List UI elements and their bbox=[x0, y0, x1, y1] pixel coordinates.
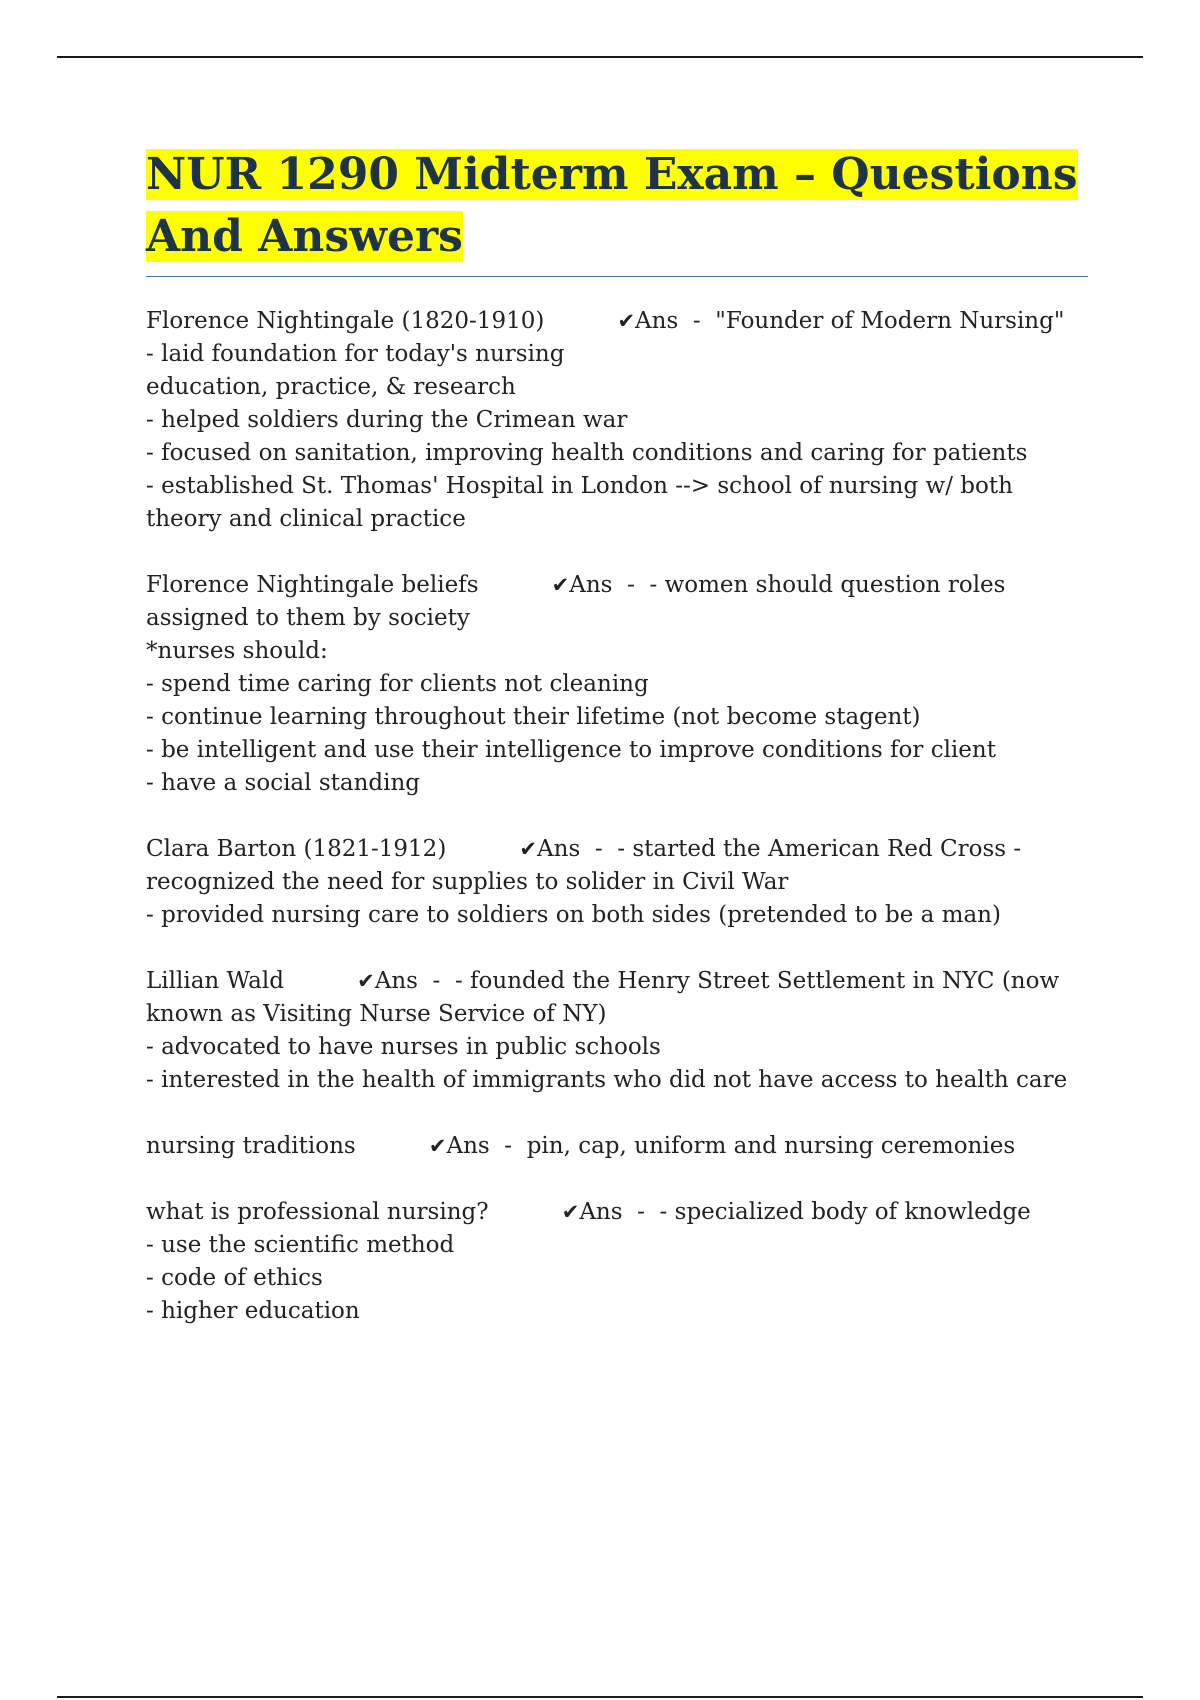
page-top-rule bbox=[57, 56, 1143, 58]
question-text: Lillian Wald bbox=[146, 968, 284, 994]
answer-text: - women should question roles assigned to them by society *nurses should: - spend time caring for clients not cleaning - continue learning throughout their lifetime (not become stagent) - be intelligent and use their intelligence to improve conditions for client - have a social standing bbox=[146, 572, 1006, 796]
answer-text: "Founder of Modern Nursing" - laid foundation for today's nursing education, practice, & research - helped soldiers during the Crimean war - focused on sanitation, improving health conditions and caring for patients - established St. Thomas' Hospital in London --> school of nursing w/ both theory and clinical practice bbox=[146, 308, 1065, 532]
checkmark-icon: ✔ bbox=[428, 1134, 447, 1158]
qa-item bbox=[146, 1196, 1090, 1328]
qa-item bbox=[146, 965, 1090, 1097]
checkmark-icon: ✔ bbox=[519, 837, 538, 861]
qa-item bbox=[146, 833, 1090, 932]
qa-item bbox=[146, 1130, 1090, 1163]
answer-tag: Ans - bbox=[579, 1199, 645, 1225]
document-title bbox=[146, 144, 1090, 268]
document-body bbox=[146, 144, 1090, 1361]
answer-tag: Ans - bbox=[635, 308, 701, 334]
answer-text: - founded the Henry Street Settlement in NYC (now known as Visiting Nurse Service of NY) - advocated to have nurses in public schools - interested in the health of immigrants who did not have access to health care bbox=[146, 968, 1068, 1093]
checkmark-icon: ✔ bbox=[617, 309, 636, 333]
qa-list bbox=[146, 305, 1090, 1328]
answer-tag: Ans - bbox=[537, 836, 603, 862]
answer-tag: Ans - bbox=[569, 572, 635, 598]
question-text: Florence Nightingale beliefs bbox=[146, 572, 479, 598]
title-line-2: And Answers bbox=[146, 211, 463, 262]
answer-tag: Ans - bbox=[374, 968, 441, 994]
qa-item bbox=[146, 305, 1090, 536]
answer-tag: Ans - bbox=[446, 1133, 513, 1159]
checkmark-icon: ✔ bbox=[551, 573, 570, 597]
title-line-1: NUR 1290 Midterm Exam – Questions bbox=[146, 149, 1078, 200]
answer-text: - started the American Red Cross - recognized the need for supplies to solider in Civil War - provided nursing care to soldiers on both sides (pretended to be a man) bbox=[146, 836, 1022, 928]
title-underline bbox=[146, 276, 1088, 277]
question-text: Clara Barton (1821-1912) bbox=[146, 836, 447, 862]
checkmark-icon: ✔ bbox=[357, 969, 375, 993]
qa-item bbox=[146, 569, 1090, 800]
question-text: what is professional nursing? bbox=[146, 1199, 489, 1225]
question-text: nursing traditions bbox=[146, 1133, 356, 1159]
checkmark-icon: ✔ bbox=[561, 1200, 580, 1224]
question-text: Florence Nightingale (1820-1910) bbox=[146, 308, 545, 334]
answer-text: - specialized body of knowledge - use the scientific method - code of ethics - higher education bbox=[146, 1199, 1031, 1324]
page-bottom-rule bbox=[57, 1696, 1143, 1698]
answer-text: pin, cap, uniform and nursing ceremonies bbox=[512, 1133, 1016, 1159]
